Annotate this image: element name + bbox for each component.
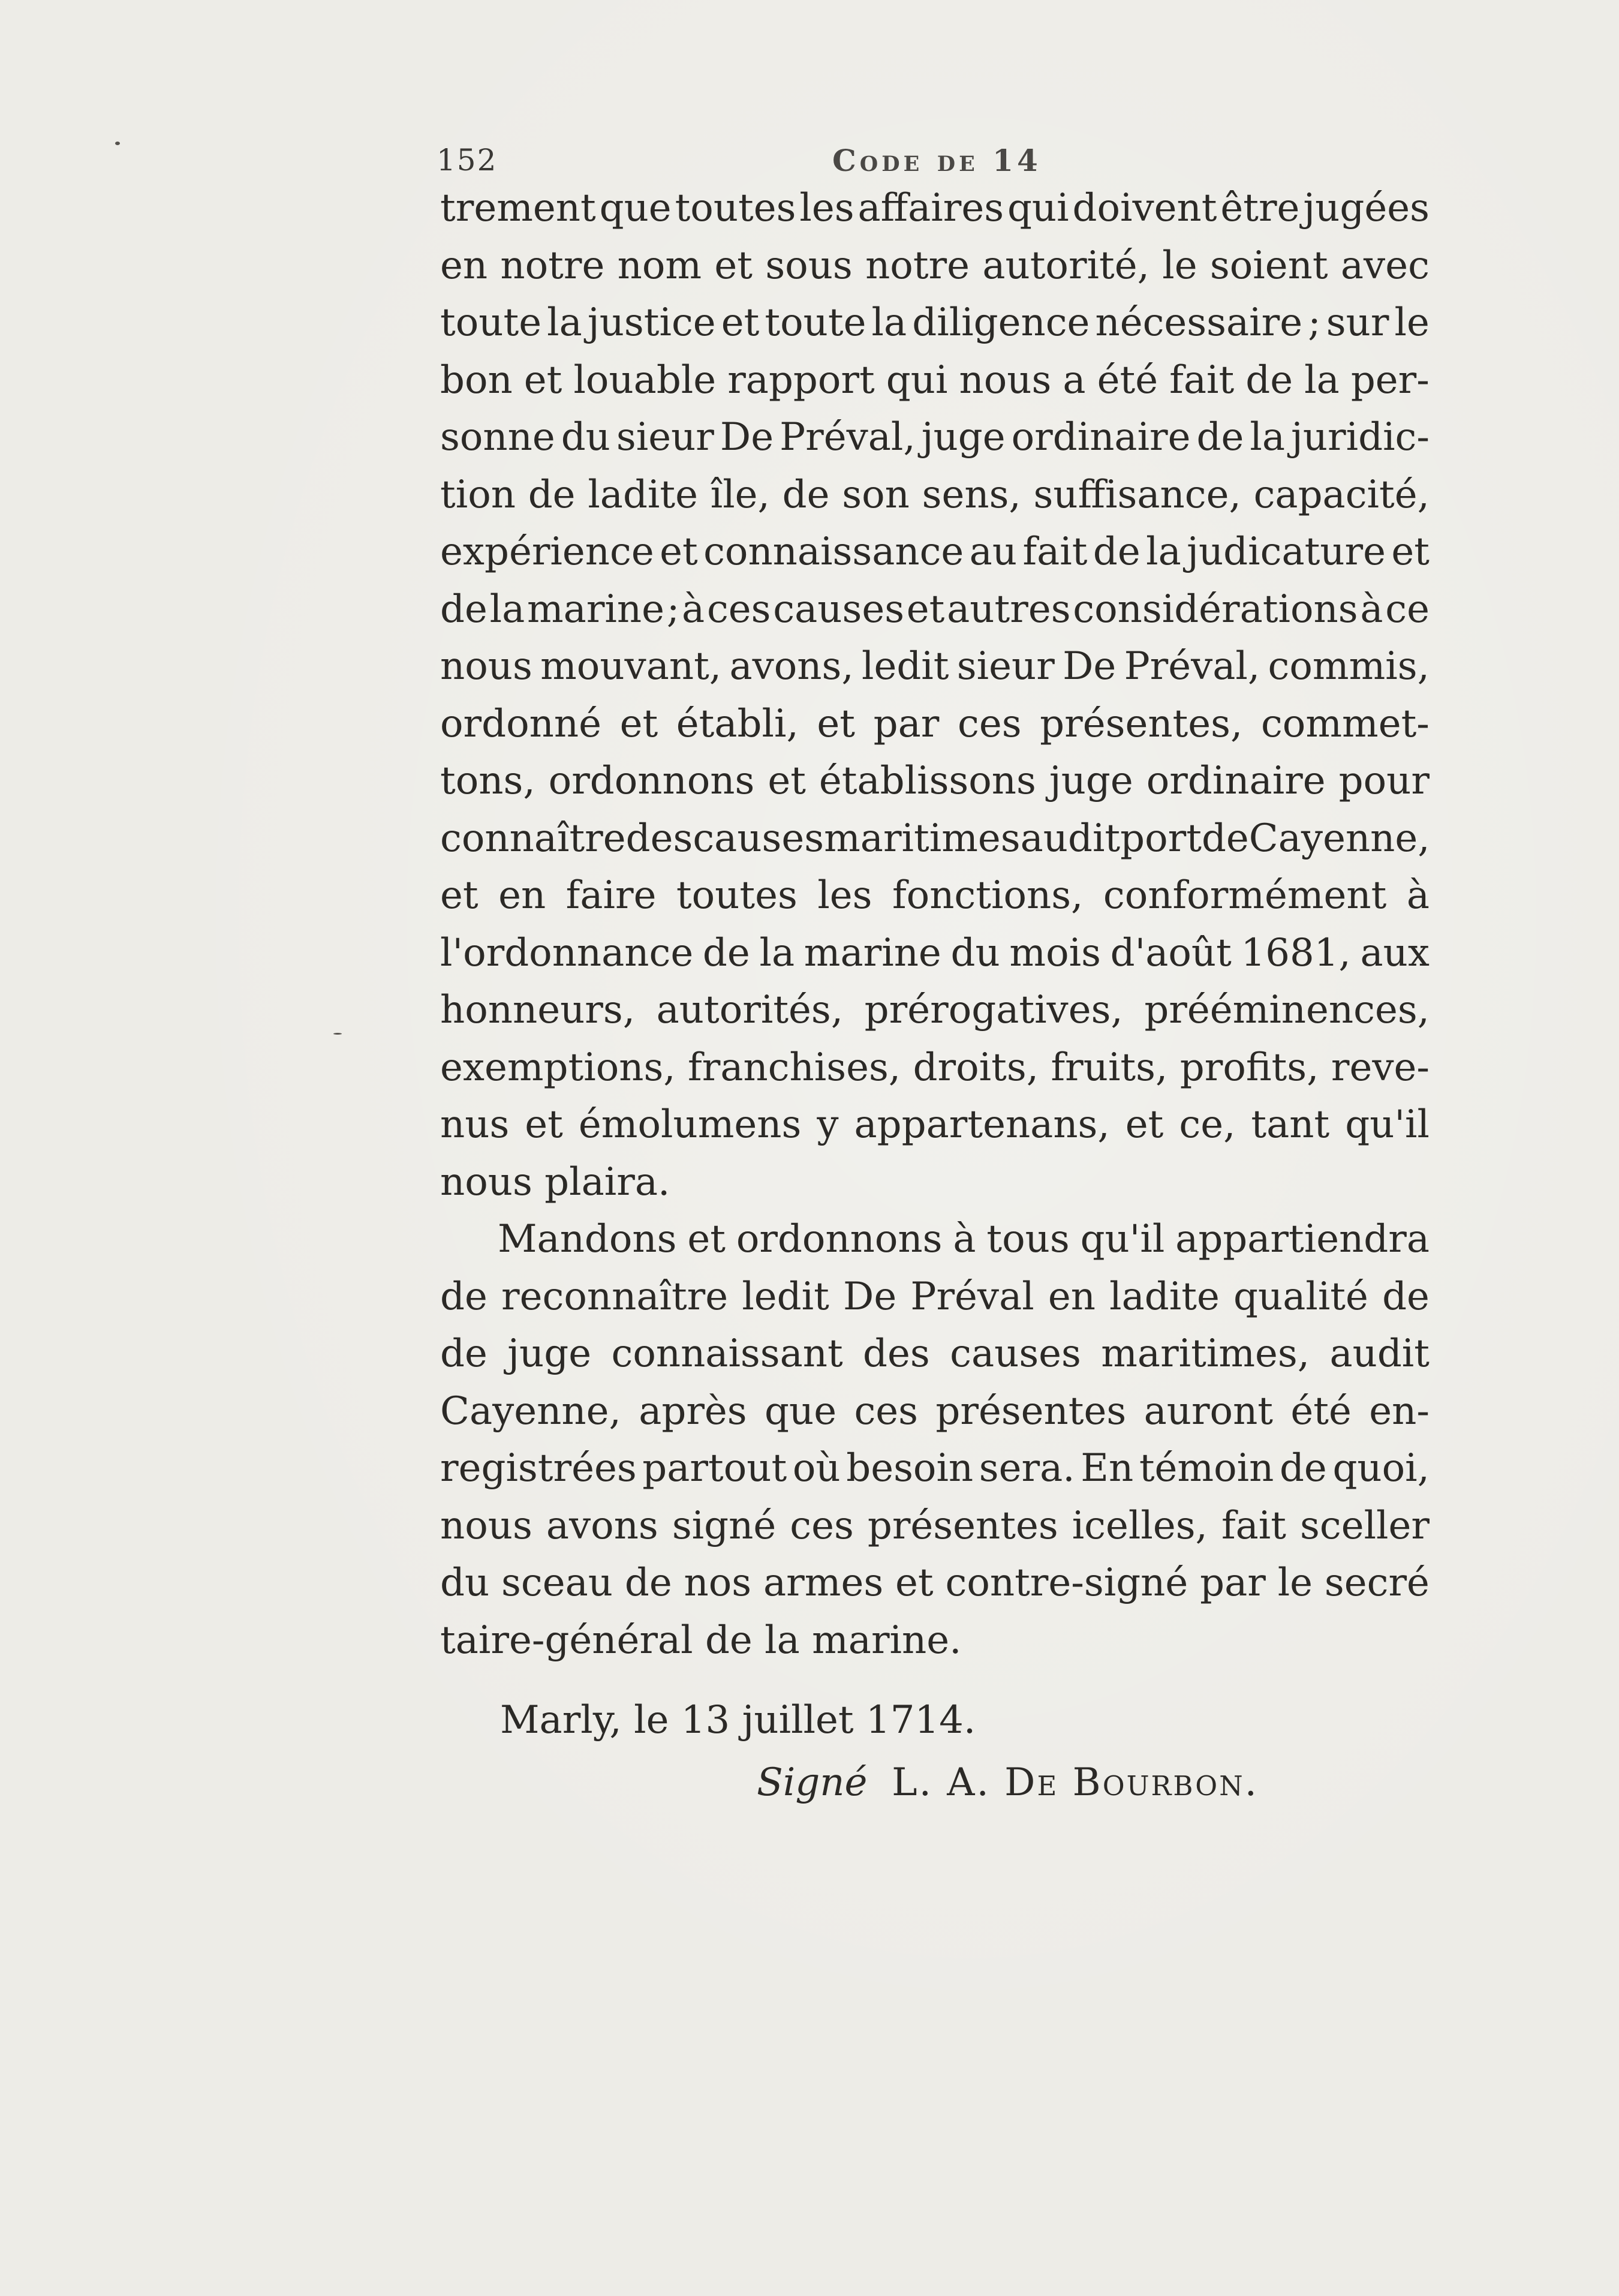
paragraph-1 xyxy=(440,180,1430,1211)
page-header xyxy=(437,143,1420,185)
text-line: tion de ladite île, de son sens, suffisance, capacité, xyxy=(440,472,1430,517)
text-line: registrées partout où besoin sera. En témoin de quoi, xyxy=(440,1446,1430,1490)
text-line: exemptions, franchises, droits, fruits, profits, reve- xyxy=(440,1045,1430,1090)
page-number: 152 xyxy=(437,143,498,178)
paragraph-2 xyxy=(440,1211,1430,1669)
text-line: expérience et connaissance au fait de la judicature et xyxy=(440,530,1430,574)
text-line: Cayenne, après que ces présentes auront été en- xyxy=(440,1389,1430,1434)
text-line: bon et louable rapport qui nous a été fait de la per- xyxy=(440,357,1430,402)
ink-speck xyxy=(115,142,120,145)
signature xyxy=(757,1754,1259,1811)
body-text xyxy=(440,180,1430,1669)
text-line: ordonné et établi, et par ces présentes, commet- xyxy=(440,701,1430,746)
text-line: nous plaira. xyxy=(440,1159,670,1204)
text-line: l'ordonnance de la marine du mois d'août 1681, aux xyxy=(440,930,1430,975)
text-line: du sceau de nos armes et contre-signé par le secré xyxy=(440,1561,1430,1605)
text-line: nus et émolumens y appartenans, et ce, tant qu'il xyxy=(440,1102,1430,1147)
text-line: de juge connaissant des causes maritimes, audit xyxy=(440,1332,1430,1376)
running-head: Code de 14 xyxy=(832,143,1042,178)
text-line: nous mouvant, avons, ledit sieur De Préval, commis, xyxy=(440,644,1430,689)
text-line: tons, ordonnons et établissons juge ordinaire pour xyxy=(440,759,1430,803)
text-line: Mandons et ordonnons à tous qu'il appartiendra xyxy=(498,1217,1430,1261)
text-line: nous avons signé ces présentes icelles, fait sceller xyxy=(440,1503,1430,1548)
dateline: Marly, le 13 juillet 1714. xyxy=(500,1698,976,1742)
text-line: de la marine ; à ces causes et autres considérations à ce xyxy=(440,587,1430,632)
signature-name: L. A. De Bourbon. xyxy=(892,1760,1259,1805)
text-line: de reconnaître ledit De Préval en ladite qualité de xyxy=(440,1274,1430,1319)
text-line: trement que toutes les affaires qui doivent être jugées xyxy=(440,186,1430,230)
text-line: taire-général de la marine. xyxy=(440,1618,962,1663)
text-line: en notre nom et sous notre autorité, le soient avec xyxy=(440,243,1430,288)
signature-label: Signé xyxy=(757,1760,868,1805)
text-line: et en faire toutes les fonctions, conformément à xyxy=(440,873,1430,918)
text-line: connaître des causes maritimes audit port de Cayenne, xyxy=(440,816,1430,861)
text-line: toute la justice et toute la diligence nécessaire ; sur le xyxy=(440,300,1430,345)
ink-speck xyxy=(333,1033,342,1035)
text-line: sonne du sieur De Préval, juge ordinaire de la juridic- xyxy=(440,415,1430,459)
text-line: honneurs, autorités, prérogatives, prééminences, xyxy=(440,988,1430,1032)
